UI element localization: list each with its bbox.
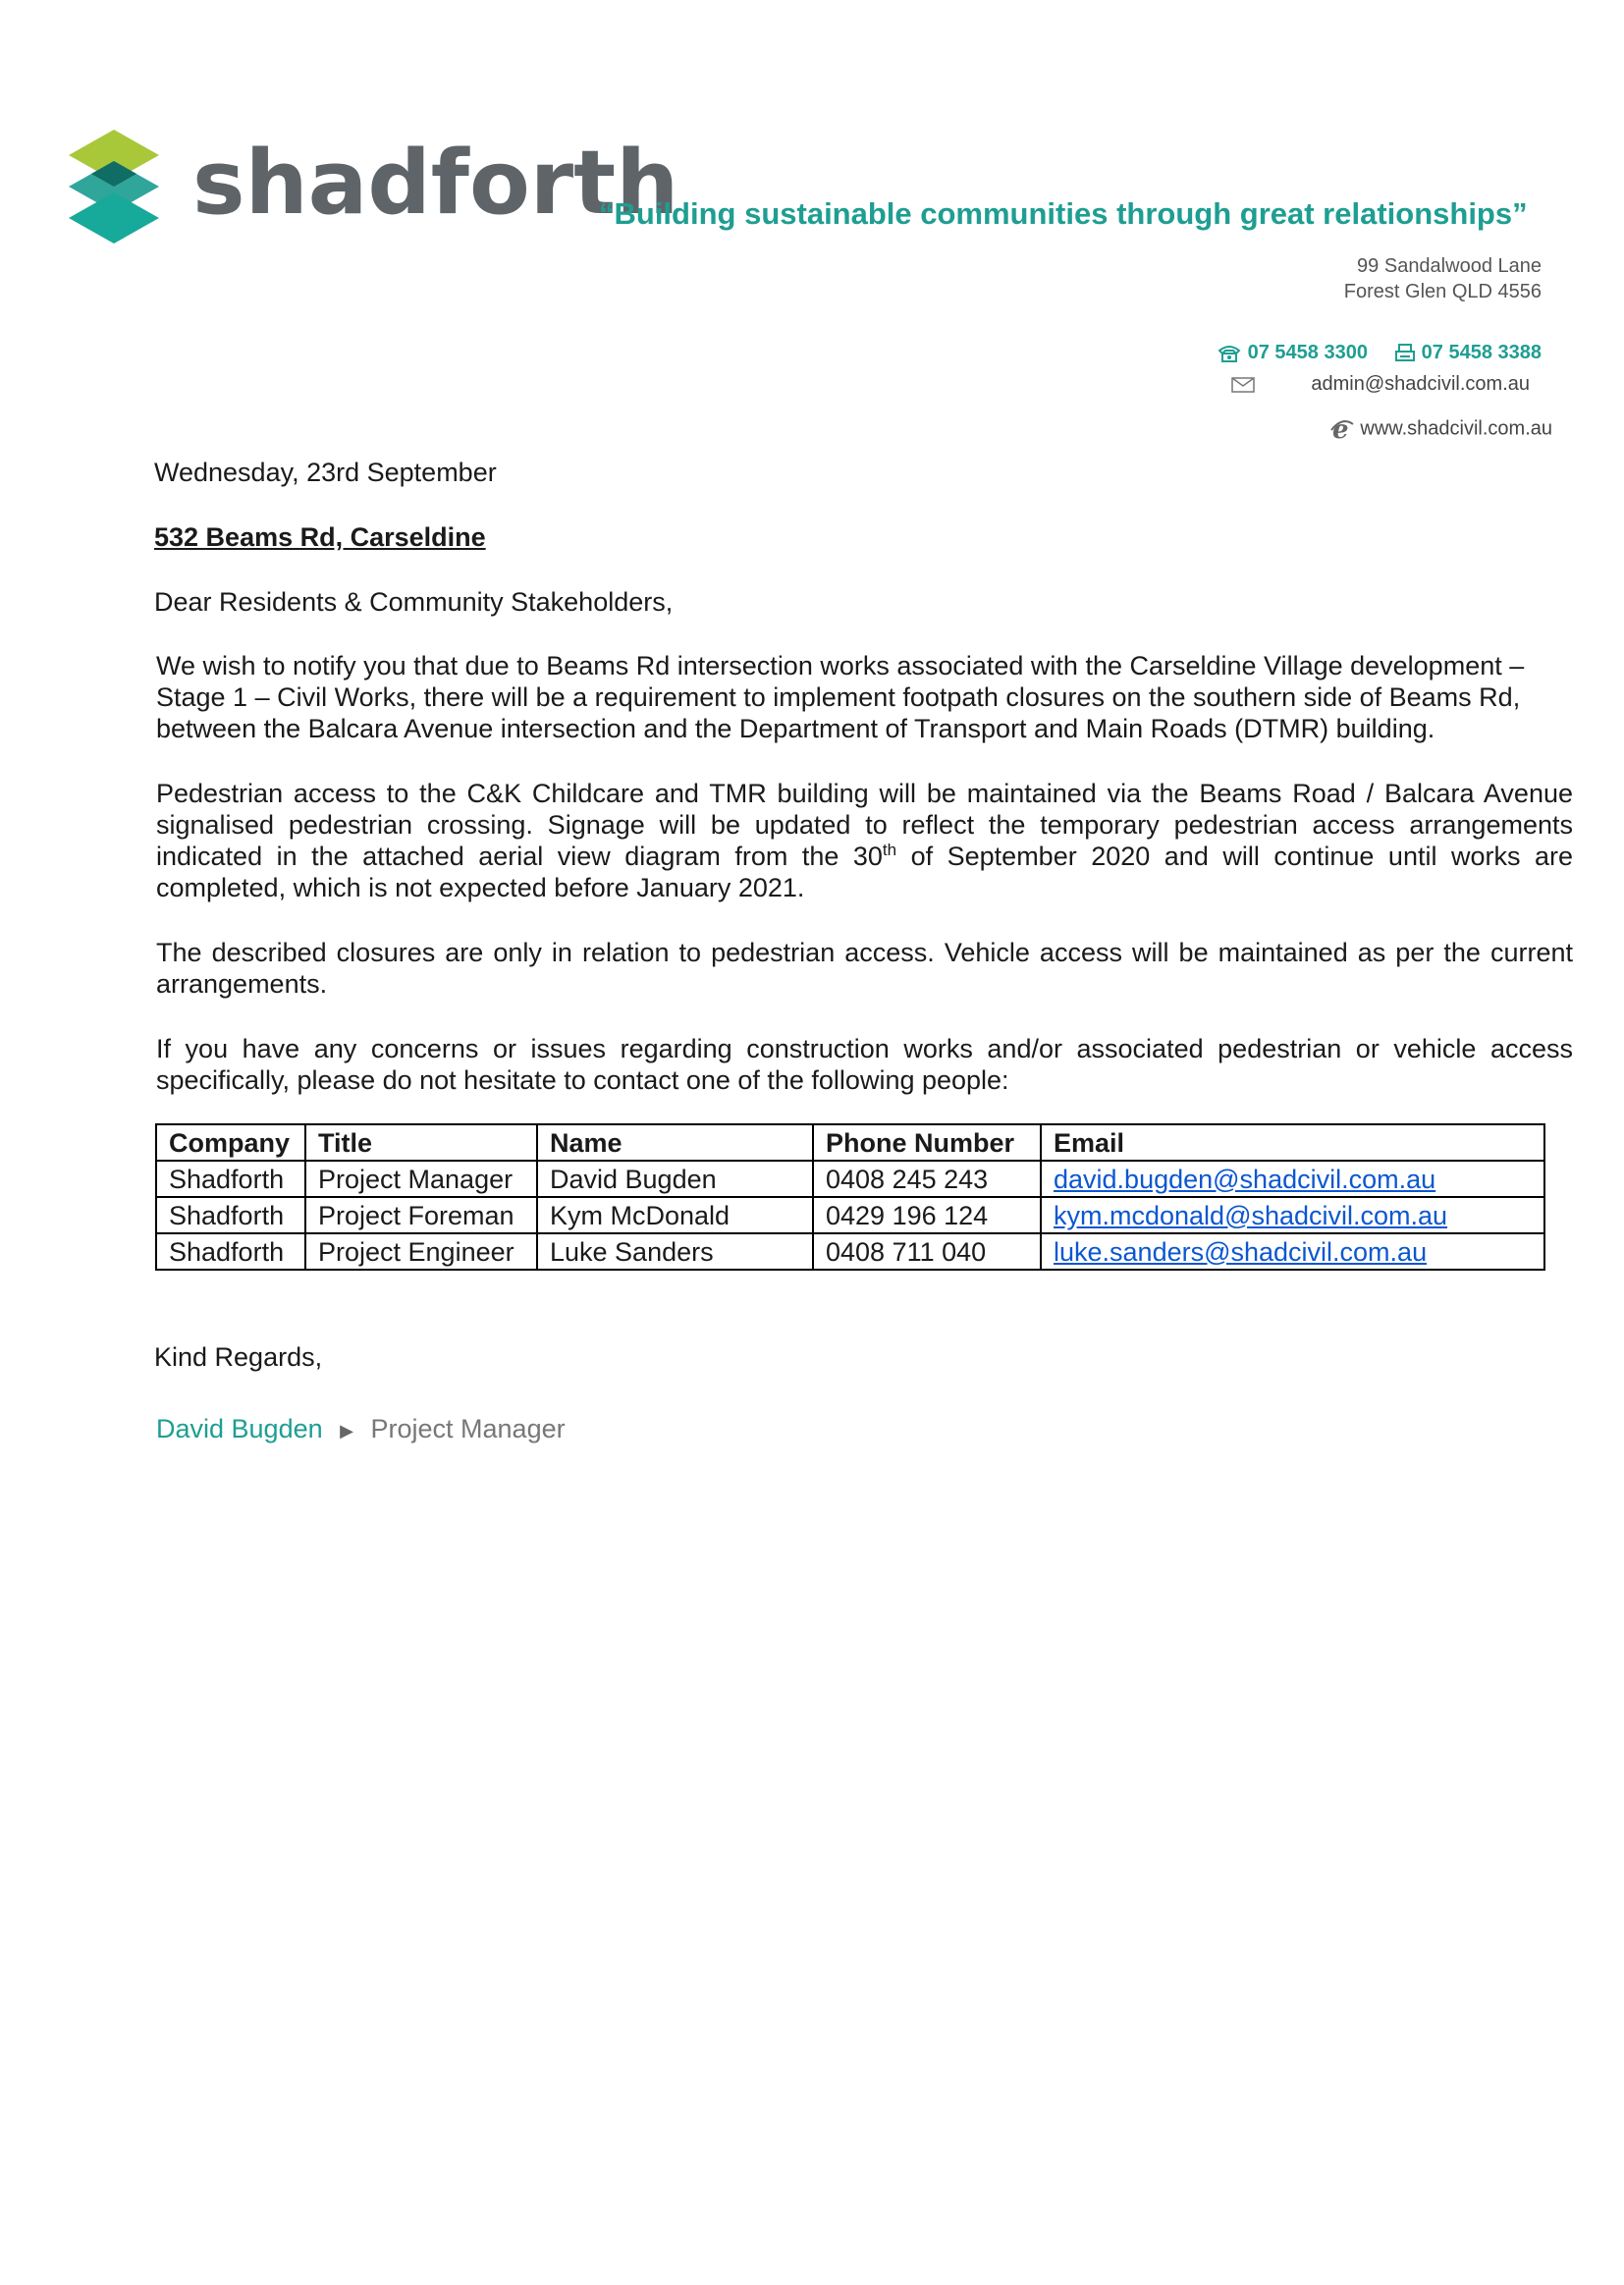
contacts-table — [155, 1123, 1545, 1271]
column-header: Title — [305, 1124, 537, 1161]
signatory-name: David Bugden — [156, 1414, 323, 1443]
email-line — [1231, 373, 1530, 396]
phone-number[interactable]: 07 5458 3300 — [1247, 342, 1368, 363]
phone-fax-line — [1217, 342, 1542, 364]
email-link[interactable]: kym.mcdonald@shadcivil.com.au — [1054, 1200, 1448, 1230]
address-line-2: Forest Glen QLD 4556 — [1343, 281, 1542, 302]
column-header: Company — [156, 1124, 305, 1161]
phone-cell: 0429 196 124 — [813, 1197, 1041, 1233]
address-block — [1344, 253, 1542, 304]
title-cell: Project Foreman — [305, 1197, 537, 1233]
title-cell: Project Manager — [305, 1161, 537, 1197]
paragraph-4: If you have any concerns or issues regarding construction works and/or associated pedestrian or vehicle access specifically, please do not hesitate to contact one of the following people: — [156, 1034, 1573, 1095]
company-cell: Shadforth — [156, 1233, 305, 1270]
mail-icon — [1231, 376, 1255, 394]
letter-date: Wednesday, 23rd September — [154, 458, 497, 487]
salutation: Dear Residents & Community Stakeholders, — [154, 587, 674, 617]
email-cell — [1041, 1197, 1544, 1233]
tagline: “Building sustainable communities through great relationships” — [599, 196, 1528, 231]
table-header-row — [156, 1124, 1544, 1161]
fax-number[interactable]: 07 5458 3388 — [1421, 342, 1542, 363]
table-row — [156, 1161, 1544, 1197]
company-cell: Shadforth — [156, 1161, 305, 1197]
phone-cell: 0408 711 040 — [813, 1233, 1041, 1270]
title-cell: Project Engineer — [305, 1233, 537, 1270]
paragraph-2-part-a: Pedestrian access to the C&K Childcare and TMR building will be maintained via the Beams Road / Balcara Avenue signalised pedestrian crossing. Signage will be updated to reflect the temporary pedestrian access arrangements indicated in the attached aerial view diagram from the 30 — [156, 779, 1573, 871]
signature-line — [156, 1413, 1576, 1446]
name-cell: Kym McDonald — [537, 1197, 813, 1233]
table-row — [156, 1197, 1544, 1233]
email-cell — [1041, 1233, 1544, 1270]
superscript-th: th — [882, 841, 897, 859]
table-row — [156, 1233, 1544, 1270]
company-cell: Shadforth — [156, 1197, 305, 1233]
column-header: Email — [1041, 1124, 1544, 1161]
signatory-title: Project Manager — [370, 1414, 566, 1443]
phone-icon — [1217, 344, 1242, 363]
web-icon — [1329, 416, 1355, 442]
email-cell — [1041, 1161, 1544, 1197]
column-header: Name — [537, 1124, 813, 1161]
paragraph-1: We wish to notify you that due to Beams Rd intersection works associated with the Carseldine Village development – Stage 1 – Civil Works, there will be a requirement to implement footpath closures on the southern side of Beams Rd, between the Balcara Avenue intersection and the Department of Transport and Main Roads (DTMR) building. — [156, 651, 1525, 743]
address-line-1: 99 Sandalwood Lane — [1357, 255, 1542, 277]
paragraph-3: The described closures are only in relation to pedestrian access. Vehicle access will be maintained as per the current arrangements. — [156, 938, 1573, 999]
column-header: Phone Number — [813, 1124, 1041, 1161]
svg-text:e: e — [1331, 416, 1349, 442]
shadforth-logo-mark — [65, 130, 163, 244]
closing: Kind Regards, — [154, 1342, 323, 1372]
arrow-icon: ▶ — [340, 1420, 353, 1441]
email-link[interactable]: david.bugden@shadcivil.com.au — [1054, 1164, 1436, 1194]
fax-icon — [1394, 344, 1416, 363]
phone-cell: 0408 245 243 — [813, 1161, 1041, 1197]
paragraph-2 — [156, 778, 1573, 903]
website-line — [1329, 416, 1552, 442]
brand-wordmark: shadforth — [192, 132, 679, 235]
name-cell: Luke Sanders — [537, 1233, 813, 1270]
letter-subject: 532 Beams Rd, Carseldine — [154, 522, 486, 552]
name-cell: David Bugden — [537, 1161, 813, 1197]
website-url[interactable]: www.shadcivil.com.au — [1360, 417, 1552, 440]
email-link[interactable]: luke.sanders@shadcivil.com.au — [1054, 1236, 1428, 1267]
email-address[interactable]: admin@shadcivil.com.au — [1311, 373, 1530, 395]
paragraph-2-part-b: of September 2020 and will continue until works are completed, which is not expected before January 2021. — [156, 842, 1573, 902]
